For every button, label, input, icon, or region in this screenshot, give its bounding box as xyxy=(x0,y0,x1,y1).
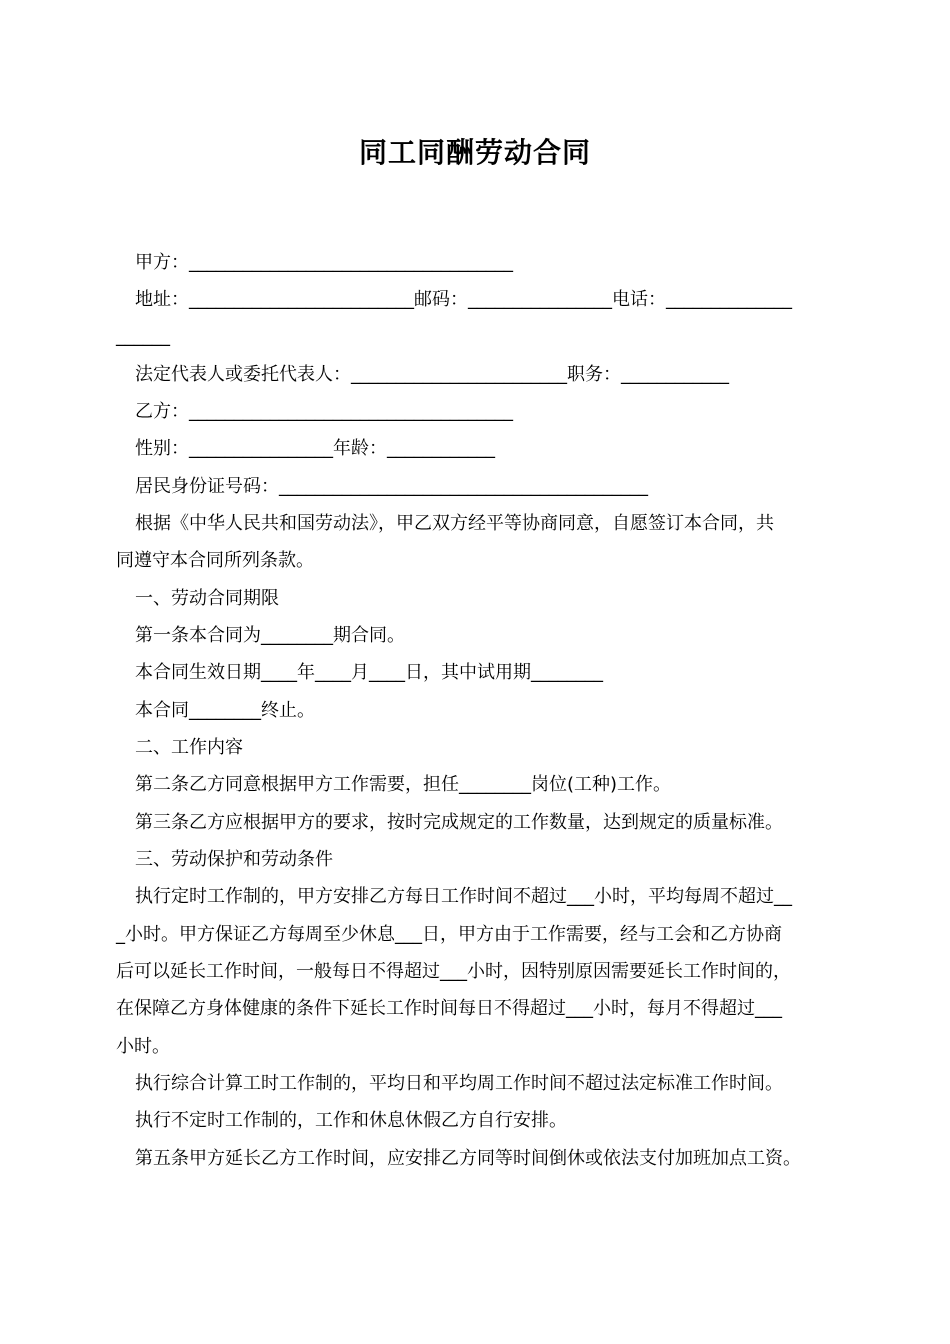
work-hours-line-2: _小时。甲方保证乙方每周至少休息___日，甲方由于工作需要，经与工会和乙方协商 xyxy=(116,924,782,945)
work-hours-line-3: 后可以延长工作时间，一般每日不得超过___小时，因特别原因需要延长工作时间的， xyxy=(116,961,791,982)
address-line-continuation: ______ xyxy=(116,326,170,347)
article-3-line: 第三条乙方应根据甲方的要求，按时完成规定的工作数量，达到规定的质量标准。 xyxy=(135,812,783,833)
gender-age-line: 性别：________________年龄：____________ xyxy=(135,438,495,459)
termination-line: 本合同________终止。 xyxy=(135,700,315,721)
comprehensive-hours-line: 执行综合计算工时工作制的，平均日和平均周工作时间不超过法定标准工作时间。 xyxy=(135,1073,783,1094)
representative-line: 法定代表人或委托代表人：________________________职务：____________ xyxy=(135,364,729,385)
section-heading-3: 三、劳动保护和劳动条件 xyxy=(135,849,333,870)
work-hours-line-1: 执行定时工作制的，甲方安排乙方每日工作时间不超过___小时，平均每周不超过__ xyxy=(135,886,792,907)
article-2-line: 第二条乙方同意根据甲方工作需要，担任________岗位(工种)工作。 xyxy=(135,774,672,795)
party-b-line: 乙方：____________________________________ xyxy=(135,401,513,422)
flexible-hours-line: 执行不定时工作制的，工作和休息休假乙方自行安排。 xyxy=(135,1110,567,1131)
preamble-line-1: 根据《中华人民共和国劳动法》，甲乙双方经平等协商同意，自愿签订本合同，共 xyxy=(135,513,774,534)
article-1-line: 第一条本合同为________期合同。 xyxy=(135,625,405,646)
party-a-line: 甲方：____________________________________ xyxy=(135,252,513,273)
work-hours-line-4: 在保障乙方身体健康的条件下延长工作时间每日不得超过___小时，每月不得超过___ xyxy=(116,998,782,1019)
work-hours-line-5: 小时。 xyxy=(116,1036,170,1057)
section-heading-2: 二、工作内容 xyxy=(135,737,243,758)
effective-date-line: 本合同生效日期____年____月____日，其中试用期________ xyxy=(135,662,603,683)
preamble-line-2: 同遵守本合同所列条款。 xyxy=(116,550,314,571)
document-title: 同工同酬劳动合同 xyxy=(358,136,591,169)
section-heading-1: 一、劳动合同期限 xyxy=(135,588,279,609)
article-5-line: 第五条甲方延长乙方工作时间，应安排乙方同等时间倒休或依法支付加班加点工资。 xyxy=(135,1148,801,1169)
id-number-line: 居民身份证号码：_________________________________________ xyxy=(135,476,648,497)
address-line: 地址：_________________________邮码：________________电话：______________ xyxy=(135,289,792,310)
